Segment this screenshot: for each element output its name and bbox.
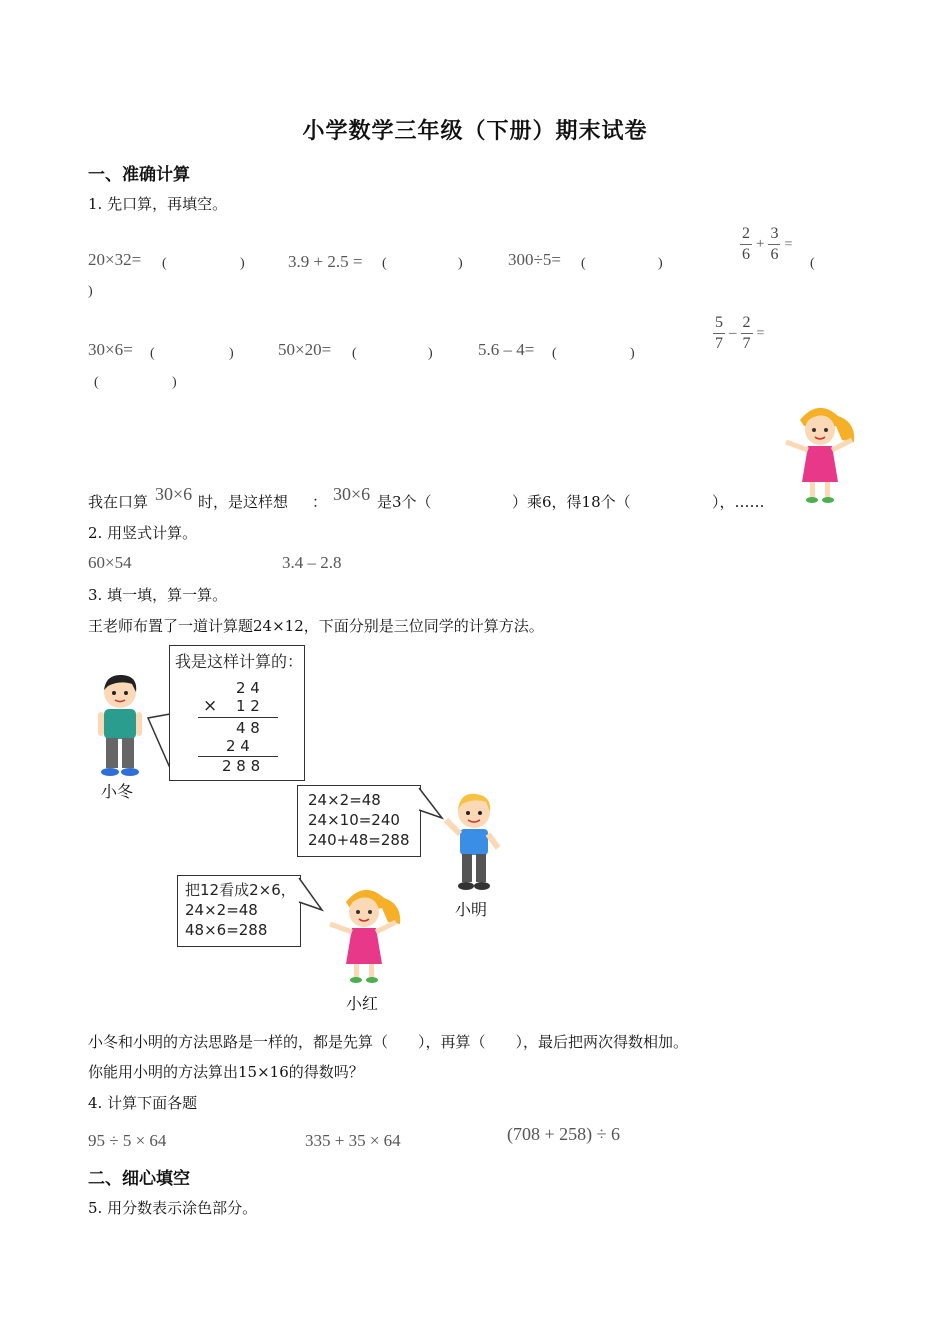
expr-30x6: 30×6= — [88, 340, 133, 359]
xiaodong-heading: 我是这样计算的： — [175, 652, 304, 671]
think-part2: 时，是这样想 — [198, 493, 289, 511]
fraction — [768, 226, 780, 263]
paren-close: ) — [88, 284, 93, 299]
fraction-expr-2 — [713, 315, 764, 352]
question-5-label: 5. 用分数表示涂色部分。 — [88, 1199, 258, 1217]
denominator: 7 — [715, 335, 723, 352]
question-3-label: 3. 填一填，算一算。 — [88, 586, 228, 604]
think-part4: ）乘6，得18个（ — [512, 493, 631, 511]
question-4-label: 4. 计算下面各题 — [88, 1094, 198, 1112]
think-colon: ： — [312, 493, 328, 511]
speech-pointer — [298, 876, 324, 916]
question-2-label: 2. 用竖式计算。 — [88, 524, 198, 542]
equals: = — [756, 325, 765, 341]
section-heading-2: 二、细心填空 — [88, 1169, 190, 1189]
paren-close: ) — [630, 346, 635, 361]
expr-335+35x64: 335 + 35 × 64 — [305, 1131, 401, 1150]
xiaohong-line-1: 把12看成2×6， — [185, 881, 296, 899]
numerator: 2 — [742, 314, 751, 331]
xiaoming-name: 小明 — [455, 900, 488, 919]
question-3-intro: 王老师布置了一道计算题24×12，下面分别是三位同学的计算方法。 — [88, 617, 544, 635]
expr-95div5x64: 95 ÷ 5 × 64 — [88, 1131, 167, 1150]
xiaohong-line-3: 48×6=288 — [185, 921, 268, 939]
vertical-line-2: 1 2 — [236, 697, 260, 715]
fraction — [740, 226, 752, 263]
question-1-label: 1. 先口算，再填空。 — [88, 195, 228, 213]
fraction-expr-1 — [740, 226, 792, 263]
think-part5: ），…… — [712, 493, 765, 511]
times-sign: × — [203, 696, 218, 716]
xiaohong-line-2: 24×2=48 — [185, 901, 258, 919]
paren-open: ( — [581, 256, 586, 271]
operator: – — [729, 325, 737, 341]
expr-5.6-4: 5.6 – 4= — [478, 340, 535, 359]
paren-close: ) — [240, 256, 245, 271]
paren-open: ( — [552, 346, 557, 361]
vertical-line-1: 2 4 — [236, 679, 260, 697]
vertical-line-5: 2 8 8 — [222, 757, 261, 775]
paren-close: ) — [658, 256, 663, 271]
think-part1: 我在口算 — [88, 493, 149, 511]
paren-open: ( — [810, 256, 815, 271]
denominator: 6 — [742, 246, 750, 263]
vertical-line-3: 4 8 — [236, 719, 260, 737]
expr-3.4-2.8: 3.4 – 2.8 — [282, 553, 342, 572]
xiaohong-speech-box — [177, 875, 301, 947]
page-title: 小学数学三年级（下册）期末试卷 — [302, 118, 648, 144]
paren-open: ( — [352, 346, 357, 361]
xiaodong-name: 小冬 — [101, 782, 134, 801]
paren-close: ) — [428, 346, 433, 361]
paren-open: ( — [382, 256, 387, 271]
xiaohong-name: 小红 — [346, 994, 379, 1013]
think-part3: 是3个（ — [377, 493, 432, 511]
denominator: 6 — [770, 246, 779, 263]
numerator: 3 — [770, 225, 779, 242]
expr-3.9+2.5: 3.9 + 2.5 = — [288, 252, 363, 271]
paren-open: ( — [162, 256, 167, 271]
expr-20x32: 20×32= — [88, 250, 142, 269]
equals: = — [784, 236, 793, 252]
paren-close: ) — [172, 375, 177, 390]
fraction — [741, 315, 753, 352]
xiaoming-illustration — [440, 790, 506, 894]
expr-50x20: 50×20= — [278, 340, 332, 359]
expr-60x54: 60×54 — [88, 553, 132, 572]
girl-illustration — [778, 400, 858, 508]
vertical-line-4: 2 4 — [226, 737, 250, 755]
xiaodong-speech-box — [169, 645, 305, 781]
question-3-fill: 小冬和小明的方法思路是一样的，都是先算（ ），再算（ ），最后把两次得数相加。 — [88, 1033, 689, 1051]
xiaoming-line-1: 24×2=48 — [308, 791, 381, 809]
paren-close: ) — [229, 346, 234, 361]
question-3-ask: 你能用小明的方法算出15×16的得数吗？ — [88, 1063, 364, 1081]
numerator: 2 — [742, 225, 750, 242]
numerator: 5 — [715, 314, 723, 331]
xiaoming-speech-box — [297, 785, 421, 857]
fraction — [713, 315, 725, 352]
operator: + — [756, 236, 765, 252]
xiaohong-illustration — [324, 882, 404, 988]
think-expr: 30×6 — [155, 484, 193, 504]
xiaodong-illustration — [92, 672, 148, 778]
denominator: 7 — [742, 335, 751, 352]
paren-open: ( — [150, 346, 155, 361]
xiaoming-line-2: 24×10=240 — [308, 811, 400, 829]
paren-open: ( — [94, 375, 99, 390]
section-heading-1: 一、准确计算 — [88, 165, 190, 185]
think-expr-2: 30×6 — [333, 484, 371, 504]
expr-708+258div6: (708 + 258) ÷ 6 — [507, 1124, 621, 1144]
expr-300div5: 300÷5= — [508, 250, 561, 269]
paren-close: ) — [458, 256, 463, 271]
xiaoming-line-3: 240+48=288 — [308, 831, 410, 849]
